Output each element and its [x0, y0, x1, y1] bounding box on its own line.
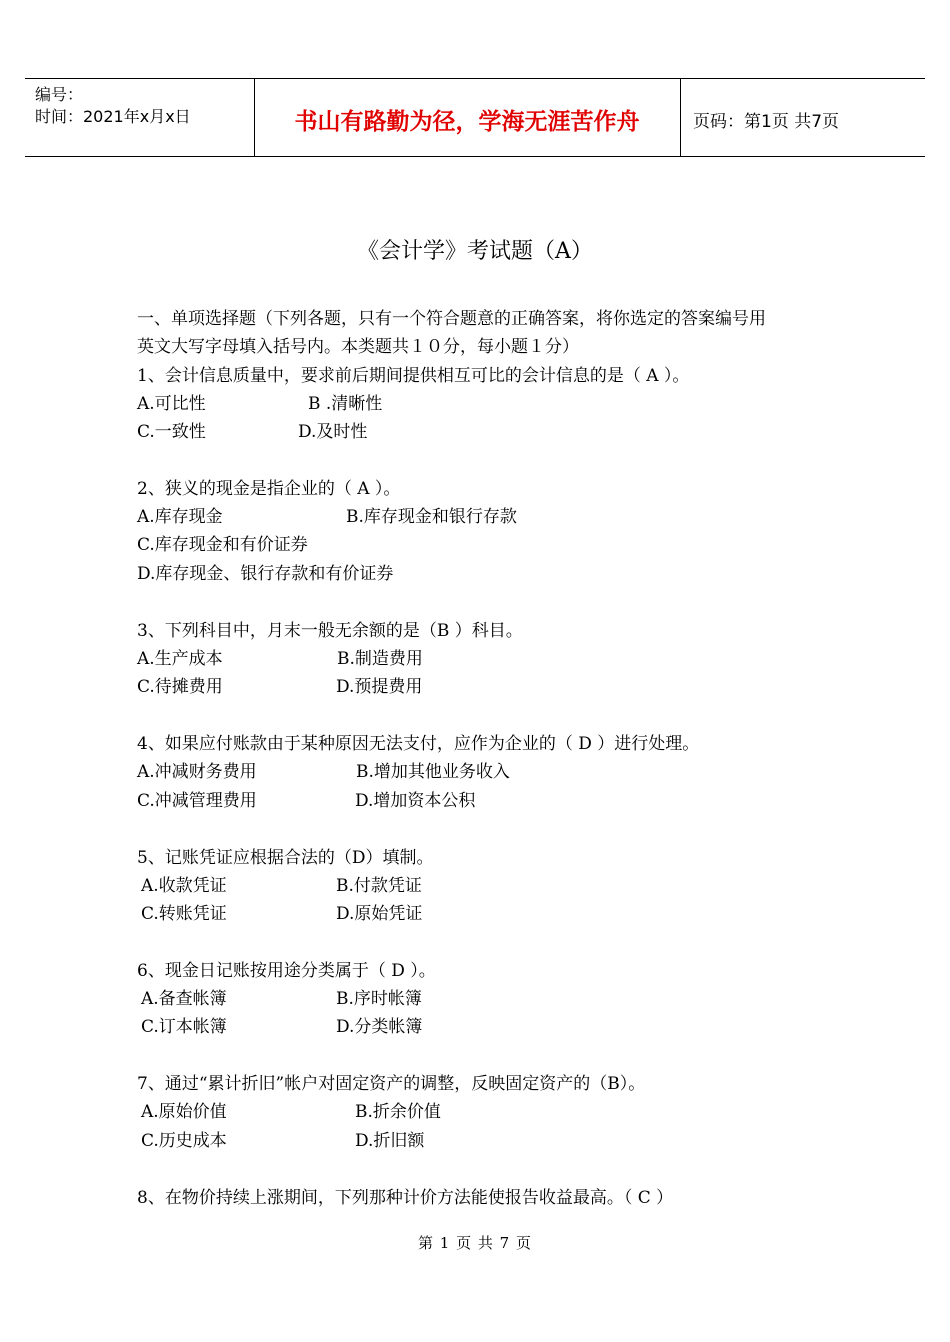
option-b: B .清晰性: [308, 394, 383, 414]
option-a: A.备查帐簿: [141, 989, 227, 1009]
option-b: B.序时帐簿: [336, 989, 422, 1009]
option-b: B.折余价值: [355, 1102, 441, 1122]
option-c: C.历史成本: [141, 1131, 227, 1151]
page-info: 页码：第1页 共7页: [693, 112, 840, 132]
option-d: D.折旧额: [355, 1131, 425, 1151]
option-d: D.及时性: [298, 422, 368, 442]
question-stem: 5、记账凭证应根据合法的（D）填制。: [137, 848, 434, 868]
option-d: D.分类帐簿: [336, 1017, 423, 1037]
option-a: A.原始价值: [141, 1102, 227, 1122]
option-c: C.待摊费用: [137, 677, 223, 697]
question-stem: 7、通过“累计折旧”帐户对固定资产的调整，反映固定资产的（B）。: [137, 1074, 646, 1094]
header-motto-cell: [254, 79, 681, 156]
option-d: D.库存现金、银行存款和有价证券: [137, 564, 394, 584]
question-stem: 4、如果应付账款由于某种原因无法支付，应作为企业的（ D ）进行处理。: [137, 734, 700, 754]
option-a: A.库存现金: [137, 507, 223, 527]
option-d: D.增加资本公积: [355, 791, 476, 811]
question-stem: 3、下列科目中，月末一般无余额的是（B ）科目。: [137, 621, 523, 641]
question-stem: 6、现金日记账按用途分类属于（ D ）。: [137, 961, 436, 981]
header-meta-cell: [25, 79, 255, 156]
option-c: C.冲减管理费用: [137, 791, 257, 811]
option-b: B.付款凭证: [336, 876, 422, 896]
option-a: A.收款凭证: [141, 876, 227, 896]
option-a: A.生产成本: [137, 649, 223, 669]
question-stem: 1、会计信息质量中，要求前后期间提供相互可比的会计信息的是（ A ）。: [137, 366, 690, 386]
question-stem: 2、狭义的现金是指企业的（ A ）。: [137, 479, 401, 499]
option-c: C.订本帐簿: [141, 1017, 227, 1037]
document-time-label: 时间：2021年x月x日: [35, 107, 191, 126]
option-a: A.冲减财务费用: [137, 762, 257, 782]
option-c: C.库存现金和有价证券: [137, 535, 308, 555]
section-instruction-line-1: 一、单项选择题（下列各题，只有一个符合题意的正确答案，将你选定的答案编号用: [137, 309, 766, 329]
option-b: B.制造费用: [337, 649, 423, 669]
option-c: C.一致性: [137, 422, 206, 442]
option-b: B.库存现金和银行存款: [346, 507, 517, 527]
section-instruction-line-2: 英文大写字母填入括号内。本类题共１０分，每小题１分）: [137, 337, 579, 357]
option-b: B.增加其他业务收入: [356, 762, 510, 782]
document-header: [25, 78, 925, 157]
question-stem: 8、在物价持续上涨期间，下列那种计价方法能使报告收益最高。（ C ）: [137, 1188, 674, 1208]
exam-title: 《会计学》考试题（A）: [357, 239, 593, 264]
page-footer: 第 1 页 共 7 页: [418, 1234, 532, 1252]
option-c: C.转账凭证: [141, 904, 227, 924]
motto-text: 书山有路勤为径，学海无涯苦作舟: [294, 109, 640, 135]
header-page-cell: [681, 79, 925, 156]
option-a: A.可比性: [137, 394, 206, 414]
option-d: D.预提费用: [336, 677, 423, 697]
document-id-label: 编号：: [35, 85, 84, 104]
option-d: D.原始凭证: [336, 904, 423, 924]
